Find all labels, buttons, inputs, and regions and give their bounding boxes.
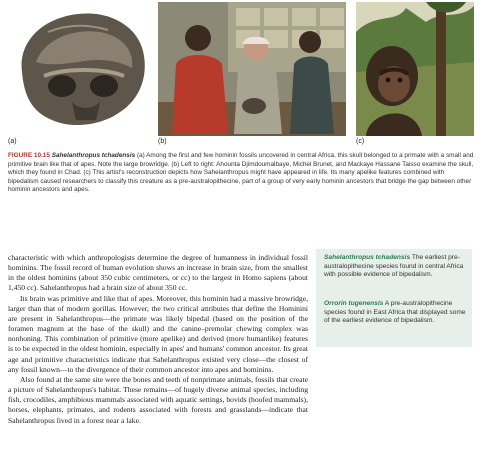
reconstruction-illustration — [356, 2, 474, 136]
photo-c-label: (c) — [356, 138, 365, 145]
photo-b-label: (b) — [158, 138, 167, 145]
figure-title: Sahelanthropus tchadensis — [51, 152, 136, 159]
researchers-photo — [158, 2, 346, 136]
skull-photo — [8, 2, 150, 136]
photo-a-label: (a) — [8, 138, 17, 145]
glossary-entry-sahelanthropus — [324, 254, 468, 280]
body-paragraph-2: Its brain was primitive and like that of apes. Moreover, this hominin had a massive browridge, larger than that of modern gorillas. However, the two critical attributes that define the Hominini are present in Sahelanthropus—the primate was likely bipedal (based on the position of the foramen magnum at the base of the skull) and the canine–premolar chewing complex was nonhoning. This combination of primitive (more apelike) and derived (more humanlike) features is to be expected in the oldest hominin, especially in apes' and humans' common ancestor. Its great age and primitive characteristics indicate that Sahelanthropus existed very close—the closest of any fossil known—to the divergence of their common ancestor into apes and hominins. — [8, 293, 308, 374]
figure-caption — [8, 152, 474, 195]
glossary-term: Orrorin tugenensis — [324, 300, 384, 307]
glossary-term: Sahelanthropus tchadensis — [324, 254, 411, 261]
glossary-definition: The earliest pre-australopithecine species found in central Africa with possible evidence of bipedalism. — [324, 254, 464, 278]
figure-number: FIGURE 10.15 — [8, 152, 50, 159]
figure-caption-text: (a) Among the first and few hominin fossils uncovered in central Africa, this skull belonged to a primate with a small and primitive brain like that of apes. Note the large browridge. (b) Left to right: Ahounta Djimdoumalbaye, Michel Brunet, and Mackaye Hassane Taisso examine the skull, which they found in Chad. (c) This artist's reconstruction depicts how Sahelanthropus might have appeared in life. Its many apelike features combined with bipedalism caused researchers to classify this creature as a pre-australopithecine, part of a group of very early hominin ancestors that bridge the gap between other hominin ancestors and apes. — [8, 152, 474, 194]
glossary-entry-orrorin — [324, 300, 468, 326]
main-body-text — [8, 253, 308, 426]
body-paragraph-1: characteristic with which anthropologists determine the degree of humanness in individual fossil hominins. The fossil record of human evolution shows an increase in brain size, from the smallest in the oldest hominins (about 350 cubic centimeters, or cc) to the largest in Homo sapiens (about 1,450 cc). Sahelanthropus had a brain size of about 350 cc. — [8, 253, 308, 293]
body-paragraph-3: Also found at the same site were the bones and teeth of nonprimate animals, fossils that create a picture of Sahelanthropus's habitat. These remains—of hugely diverse animal species, including fish, crocodiles, amphibious mammals associated with aquatic settings, bovids (hoofed mammals), horses, elephants, primates, and rodents associated with forests and grasslands—indicate that Sahelanthropus lived in a forest near a lake. — [8, 374, 308, 425]
glossary-definition: A pre-australopithecine species found in East Africa that displayed some of the earliest evidence of bipedalism. — [324, 300, 466, 324]
